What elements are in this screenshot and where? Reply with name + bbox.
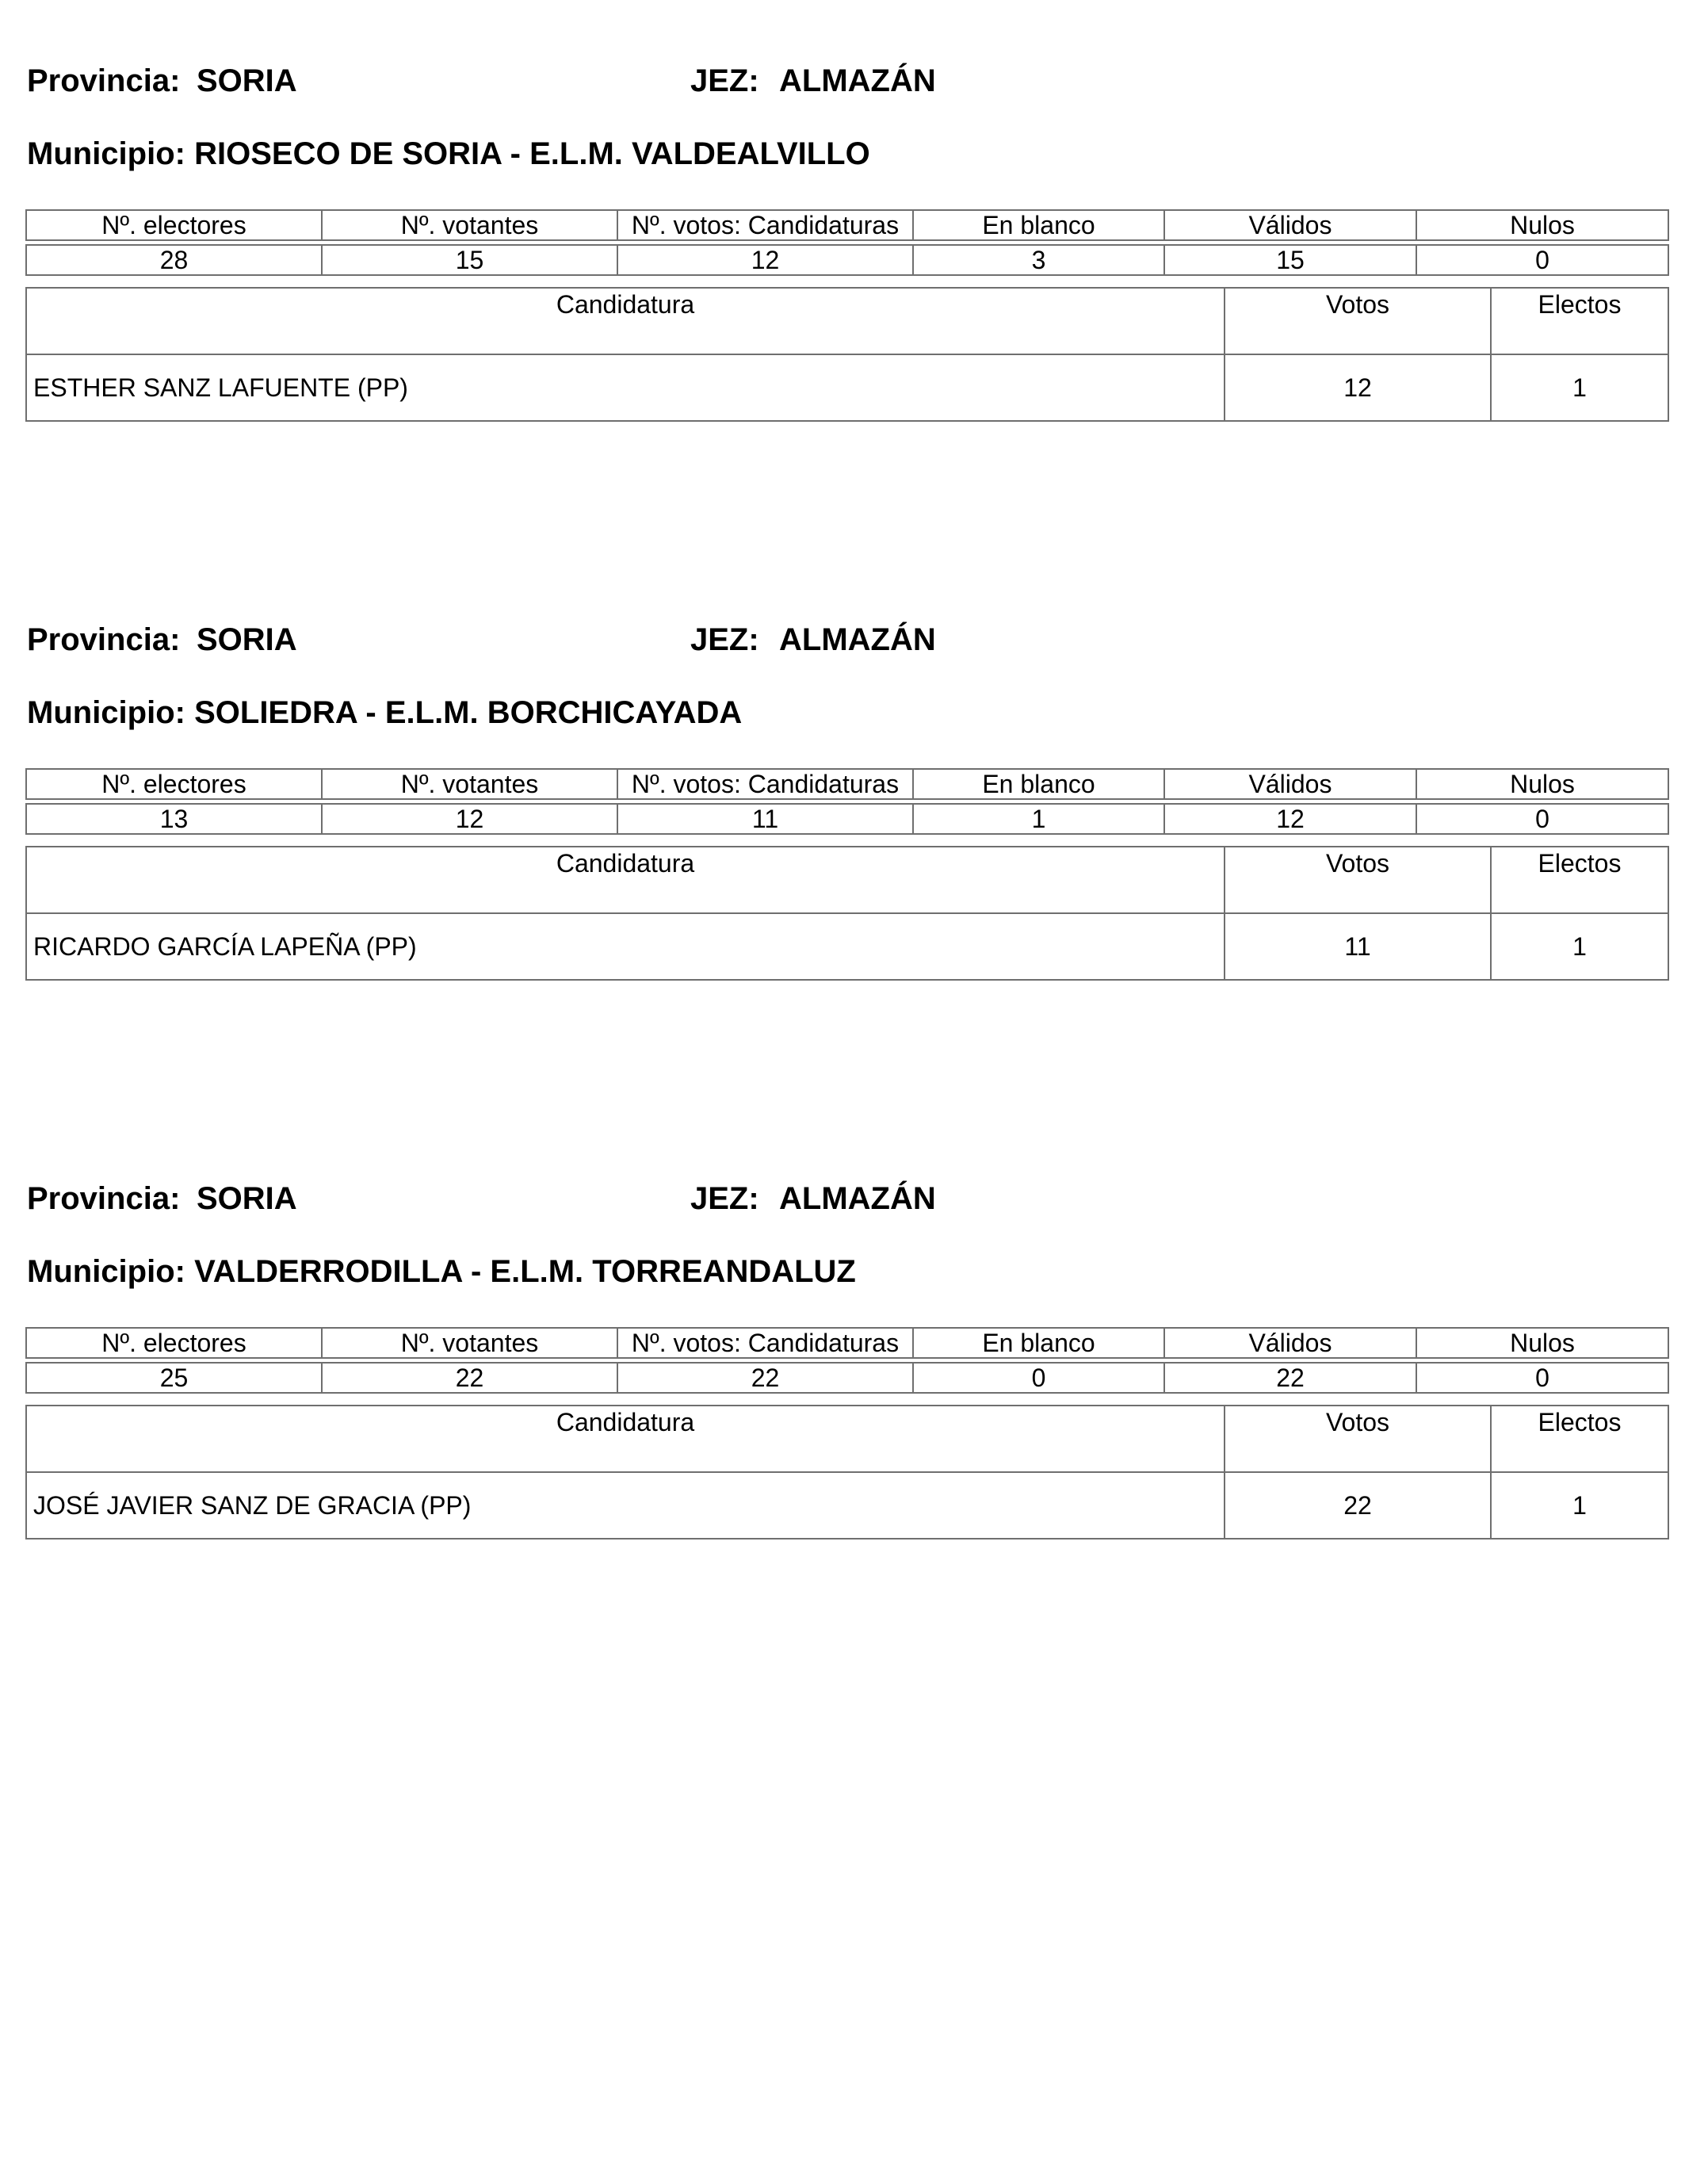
provincia-label: Provincia: [27, 622, 181, 657]
stats-header-cell: Nº. votantes [322, 1328, 617, 1358]
stats-header-cell: Nulos [1416, 1328, 1668, 1358]
stats-header-cell: Nº. votos: Candidaturas [617, 1328, 913, 1358]
stats-value-cell: 12 [1164, 804, 1416, 834]
stats-header-cell: En blanco [913, 210, 1164, 240]
municipio-value: SOLIEDRA - E.L.M. BORCHICAYADA [194, 695, 743, 730]
candidatura-header-row [26, 288, 1668, 354]
provincia-label: Provincia: [27, 63, 181, 98]
municipio-heading [27, 130, 870, 178]
stats-table [25, 1327, 1669, 1394]
provincia-value: SORIA [197, 63, 297, 98]
municipio-label: Municipio: [27, 695, 185, 730]
candidato-votos: 22 [1225, 1472, 1491, 1539]
stats-header-cell: Nº. electores [26, 769, 322, 799]
stats-value-row [26, 804, 1668, 834]
stats-value-cell: 28 [26, 245, 322, 275]
candidatura-table [25, 846, 1669, 981]
stats-header-cell: Nº. electores [26, 1328, 322, 1358]
candidatura-table [25, 1405, 1669, 1540]
stats-header-cell: Nº. votos: Candidaturas [617, 769, 913, 799]
stats-header-cell: Nº. votantes [322, 210, 617, 240]
stats-value-cell: 22 [1164, 1363, 1416, 1393]
stats-header-cell: En blanco [913, 1328, 1164, 1358]
stats-value-cell: 0 [1416, 245, 1668, 275]
result-section-3 [25, 1175, 1668, 1520]
stats-header-cell: Nulos [1416, 210, 1668, 240]
candidato-name: JOSÉ JAVIER SANZ DE GRACIA (PP) [26, 1472, 1225, 1539]
stats-value-cell: 13 [26, 804, 322, 834]
stats-value-cell: 0 [1416, 1363, 1668, 1393]
stats-value-cell: 11 [617, 804, 913, 834]
table-row [26, 913, 1668, 980]
stats-header-row [26, 769, 1668, 799]
stats-value-cell: 1 [913, 804, 1164, 834]
candidatura-header: Candidatura [26, 847, 1225, 913]
header-row [25, 57, 1668, 105]
municipio-label: Municipio: [27, 136, 185, 171]
stats-value-cell: 0 [1416, 804, 1668, 834]
electos-header: Electos [1491, 1406, 1668, 1472]
municipio-label: Municipio: [27, 1254, 185, 1289]
stats-header-cell: Nº. votantes [322, 769, 617, 799]
electos-header: Electos [1491, 847, 1668, 913]
jez-value: ALMAZÁN [779, 63, 936, 98]
stats-value-cell: 22 [322, 1363, 617, 1393]
stats-header-row [26, 210, 1668, 240]
header-row [25, 1175, 1668, 1222]
jez-label: JEZ: [690, 622, 759, 657]
stats-table [25, 209, 1669, 276]
municipio-value: VALDERRODILLA - E.L.M. TORREANDALUZ [194, 1254, 856, 1289]
candidatura-header-row [26, 847, 1668, 913]
stats-value-cell: 25 [26, 1363, 322, 1393]
jez-label: JEZ: [690, 1181, 759, 1216]
candidato-electos: 1 [1491, 1472, 1668, 1539]
stats-value-row [26, 245, 1668, 275]
stats-header-cell: En blanco [913, 769, 1164, 799]
jez-value: ALMAZÁN [779, 622, 936, 657]
stats-header-row [26, 1328, 1668, 1358]
candidato-name: ESTHER SANZ LAFUENTE (PP) [26, 354, 1225, 421]
stats-header-cell: Válidos [1164, 210, 1416, 240]
stats-header-cell: Nº. votos: Candidaturas [617, 210, 913, 240]
provincia-value: SORIA [197, 1181, 297, 1216]
municipio-value: RIOSECO DE SORIA - E.L.M. VALDEALVILLO [194, 136, 870, 171]
candidato-votos: 12 [1225, 354, 1491, 421]
result-section-2 [25, 616, 1668, 961]
votos-header: Votos [1225, 288, 1491, 354]
stats-value-cell: 22 [617, 1363, 913, 1393]
electos-header: Electos [1491, 288, 1668, 354]
municipio-heading [27, 1248, 856, 1295]
votos-header: Votos [1225, 1406, 1491, 1472]
jez-value: ALMAZÁN [779, 1181, 936, 1216]
municipio-heading [27, 689, 742, 736]
table-row [26, 354, 1668, 421]
candidato-name: RICARDO GARCÍA LAPEÑA (PP) [26, 913, 1225, 980]
stats-table [25, 768, 1669, 835]
stats-value-cell: 3 [913, 245, 1164, 275]
votos-header: Votos [1225, 847, 1491, 913]
provincia-value: SORIA [197, 622, 297, 657]
stats-header-cell: Nº. electores [26, 210, 322, 240]
candidato-votos: 11 [1225, 913, 1491, 980]
result-section-1 [25, 57, 1668, 402]
jez-label: JEZ: [690, 63, 759, 98]
header-row [25, 616, 1668, 664]
stats-value-cell: 15 [1164, 245, 1416, 275]
table-row [26, 1472, 1668, 1539]
candidatura-header-row [26, 1406, 1668, 1472]
provincia-label: Provincia: [27, 1181, 181, 1216]
stats-header-cell: Nulos [1416, 769, 1668, 799]
stats-value-cell: 15 [322, 245, 617, 275]
stats-header-cell: Válidos [1164, 1328, 1416, 1358]
stats-value-row [26, 1363, 1668, 1393]
stats-value-cell: 0 [913, 1363, 1164, 1393]
candidatura-header: Candidatura [26, 288, 1225, 354]
candidatura-table [25, 287, 1669, 422]
candidato-electos: 1 [1491, 354, 1668, 421]
candidato-electos: 1 [1491, 913, 1668, 980]
stats-header-cell: Válidos [1164, 769, 1416, 799]
stats-value-cell: 12 [322, 804, 617, 834]
stats-value-cell: 12 [617, 245, 913, 275]
candidatura-header: Candidatura [26, 1406, 1225, 1472]
